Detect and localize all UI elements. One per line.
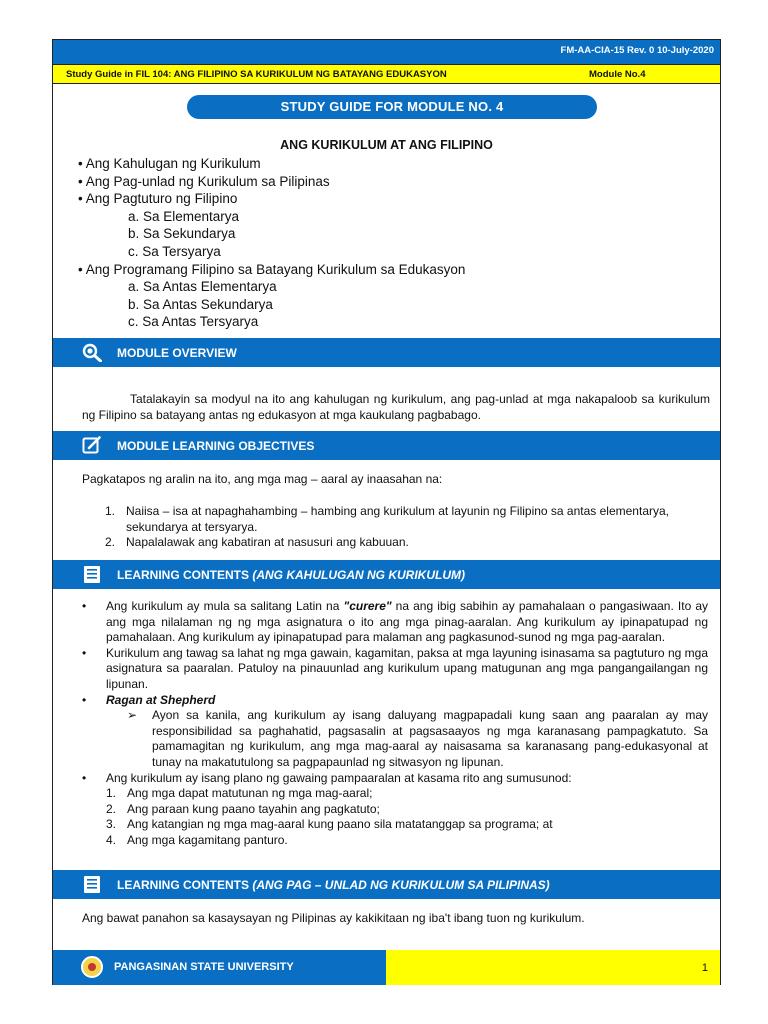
outline-item: • Ang Programang Filipino sa Batayang Kurikulum sa Edukasyon bbox=[78, 261, 466, 277]
topic-outline bbox=[78, 155, 465, 331]
document-icon bbox=[82, 565, 102, 584]
content-text: na ang ibig sabihin ay pamahalaan o pangasiwaan. Ito ay ang mga nilalaman ng ng mga asignatura o ito ang mga pinag-aaralan. Ang kurikulum ay ipinapatupad ng pamahalaan. Ang kurikulum ay ipinapatupad para malaman ang pagkasunod-sunod ng mga pag-aaralan. bbox=[106, 599, 709, 645]
list-item: 2. Napalalawak ang kabatiran at nasusuri ang kabuuan. bbox=[105, 535, 409, 550]
numbered-item: 2. Ang paraan kung paano tayahin ang pagkatuto; bbox=[106, 801, 380, 816]
outline-subitem: b. Sa Antas Sekundarya bbox=[128, 296, 273, 312]
objectives-list bbox=[78, 504, 708, 551]
numbered-item: 4. Ang mga kagamitang panturo. bbox=[106, 832, 288, 847]
page-frame bbox=[52, 39, 721, 985]
author-name: Ragan at Shepherd bbox=[106, 692, 216, 707]
objectives-intro: Pagkatapos ng aralin na ito, ang mga mag – aaral ay inaasahan na: bbox=[82, 472, 443, 486]
pencil-icon bbox=[82, 436, 102, 455]
list-item: • Kurikulum ang tawag sa lahat ng mga gawain, kagamitan, paksa at mga layuning isinasama sa pagtuturo ng mga asignatura sa paaralan. Patuloy na pinauunlad ang kurikulum upang matugunan ang mga pangangailangan ng lipunan. bbox=[82, 645, 708, 691]
objective-text: Naiisa – isa at napaghahambing – hambing ang kurikulum at layunin ng Filipino sa antas elementarya, sekundarya at tersyarya. bbox=[126, 504, 669, 534]
footer-page bbox=[386, 950, 720, 985]
learning-contents-header bbox=[53, 560, 720, 589]
university-seal-icon bbox=[81, 956, 103, 978]
list-item: • Ang kurikulum ay isang plano ng gawaing pampaaralan at kasama rito ang sumusunod: bbox=[82, 770, 572, 785]
study-guide-title-band bbox=[53, 64, 720, 84]
content-text: Kurikulum ang tawag sa lahat ng mga gawain, kagamitan, paksa at mga layuning isinasama sa pagtuturo ng mga asignatura sa paaralan. Patuloy na pinauunlad ang kurikulum upang matugunan ang mga pangangailangan ng lipunan. bbox=[106, 645, 708, 691]
list-item: • Ang kurikulum ay mula sa salitang Latin na "curere" na ang ibig sabihin ay pamahalaan o pangasiwaan. Ito ay ang mga nilalaman ng ng mga asignatura o ito ang mga pinag-aaralan. Ang kurikulum ay ipinapatupad ng pamahalaan. Ang kurikulum ay ipinapatupad para malaman ang pagkasunod-sunod ng mga pag-aaralan. bbox=[82, 599, 709, 645]
section-title-topic: (ANG PAG – UNLAD NG KURIKULUM SA PILIPINAS) bbox=[252, 878, 550, 892]
section-title bbox=[117, 568, 465, 582]
university-name: PANGASINAN STATE UNIVERSITY bbox=[114, 961, 294, 973]
numbered-item: 3. Ang katangian ng mga mag-aaral kung paano sila matatanggap sa programa; at bbox=[106, 817, 553, 832]
magnifier-icon bbox=[82, 343, 102, 362]
form-code-band bbox=[53, 40, 720, 64]
content2-text: Ang bawat panahon sa kasaysayan ng Pilipinas ay kakikitaan ng iba't ibang tuon ng kurikulum. bbox=[82, 911, 585, 925]
outline-subitem: c. Sa Tersyarya bbox=[128, 243, 221, 259]
outline-subitem: c. Sa Antas Tersyarya bbox=[128, 314, 259, 330]
latin-term: "curere" bbox=[343, 599, 392, 613]
list-item: • Ragan at Shepherd bbox=[82, 692, 216, 707]
module-number: Module No.4 bbox=[589, 69, 646, 80]
outline-item: • Ang Kahulugan ng Kurikulum bbox=[78, 156, 261, 171]
learning-contents-body bbox=[78, 599, 708, 849]
learning-objectives-header bbox=[53, 431, 720, 460]
outline-subitem: a. Sa Elementarya bbox=[128, 208, 240, 224]
content-text: Ang kurikulum ay isang plano ng gawaing pampaaralan at kasama rito ang sumusunod: bbox=[106, 770, 572, 785]
objective-text: Napalalawak ang kabatiran at nasusuri ang kabuuan. bbox=[126, 535, 409, 550]
document-icon bbox=[82, 875, 102, 894]
overview-text: Tatalakayin sa modyul na ito ang kahulugan ng kurikulum, ang pag-unlad at mga nakapaloob sa kurikulum ng Filipino sa batayang antas ng edukasyon at mga kaukulang pagbabago. bbox=[82, 392, 710, 422]
learning-contents-header-2 bbox=[53, 870, 720, 899]
section-title-main: LEARNING CONTENTS bbox=[117, 878, 249, 892]
section-title-topic: (ANG KAHULUGAN NG KURIKULUM) bbox=[252, 568, 465, 582]
section-title-main: LEARNING CONTENTS bbox=[117, 568, 249, 582]
module-overview-header bbox=[53, 338, 720, 367]
list-item: 1. Naiisa – isa at napaghahambing – hambing ang kurikulum at layunin ng Filipino sa antas elementarya, sekundarya at tersyarya. bbox=[105, 504, 669, 534]
section-title bbox=[117, 878, 550, 892]
outline-item: • Ang Pag-unlad ng Kurikulum sa Pilipinas bbox=[78, 173, 330, 189]
section-title: MODULE OVERVIEW bbox=[117, 346, 237, 360]
outline-item: • Ang Pagtuturo ng Filipino bbox=[78, 191, 238, 207]
outline-subitem: a. Sa Antas Elementarya bbox=[128, 279, 277, 295]
content-text: Ayon sa kanila, ang kurikulum ay isang daluyang magpapadali kung saan ang paaralan ay may responsibilidad sa paghahatid, pagsasalin at pagsasaayos ng mga karanasang pampagkatuto. Sa pamamagitan ng kurikulum, ang mga mag-aaral ay naisasama sa karanasang pang-edukasyonal at tunay na makatutulong sa pagpapaunlad ng sitwasyon ng lipunan. bbox=[152, 708, 708, 769]
numbered-item: 1. Ang mga dapat matutunan ng mga mag-aaral; bbox=[106, 786, 373, 801]
arrow-item bbox=[78, 708, 708, 770]
outline-title: ANG KURIKULUM AT ANG FILIPINO bbox=[280, 138, 493, 152]
footer-university bbox=[53, 950, 386, 985]
module-banner: STUDY GUIDE FOR MODULE NO. 4 bbox=[187, 95, 597, 119]
section-title: MODULE LEARNING OBJECTIVES bbox=[117, 439, 315, 453]
content-text: Ang kurikulum ay mula sa salitang Latin na bbox=[106, 599, 344, 613]
study-guide-title: Study Guide in FIL 104: ANG FILIPINO SA KURIKULUM NG BATAYANG EDUKASYON bbox=[66, 69, 447, 80]
page-number: 1 bbox=[701, 962, 708, 974]
outline-subitem: b. Sa Sekundarya bbox=[128, 226, 236, 242]
arrow-icon: ➢ bbox=[127, 708, 138, 723]
form-code: FM-AA-CIA-15 Rev. 0 10-July-2020 bbox=[560, 45, 714, 56]
